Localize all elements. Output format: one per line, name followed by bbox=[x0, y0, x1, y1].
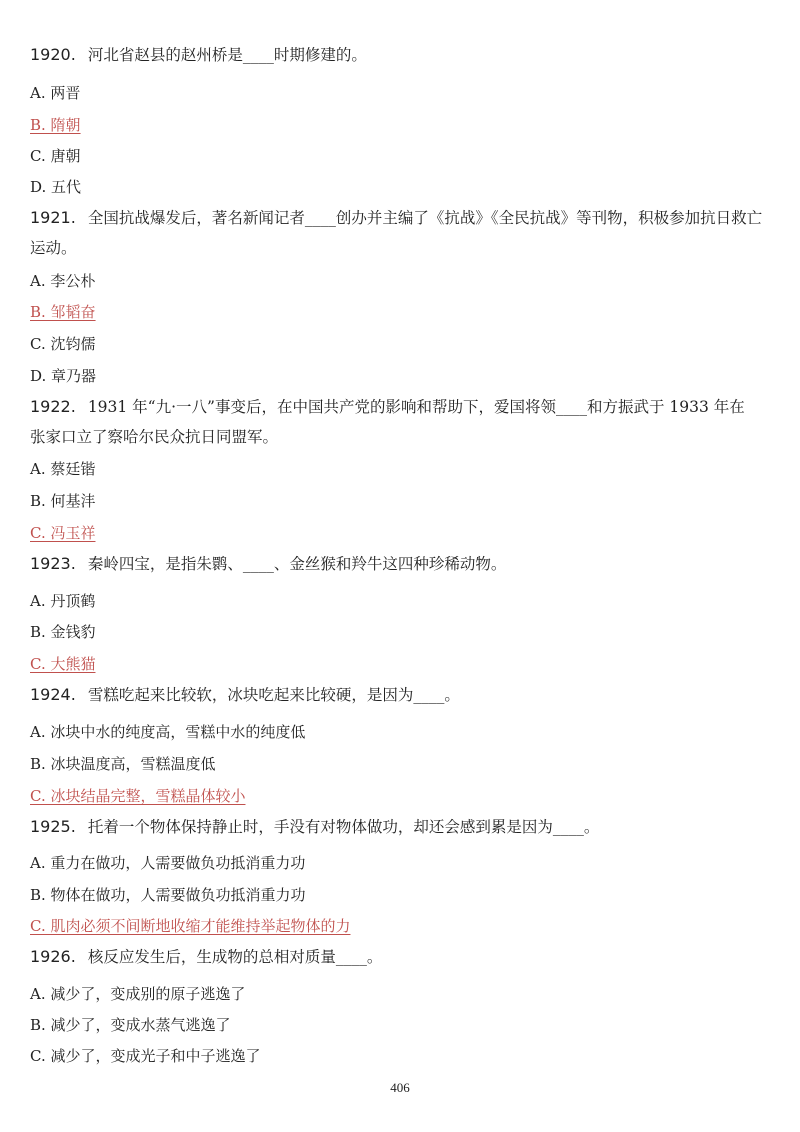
option-correct bbox=[30, 302, 770, 322]
question-number: 1924. bbox=[30, 685, 76, 704]
option-correct bbox=[30, 523, 770, 543]
question-line bbox=[30, 817, 770, 837]
question-text: 托着一个物体保持静止时，手没有对物体做功，却还会感到累是因为____。 bbox=[87, 818, 600, 836]
question-line bbox=[30, 554, 770, 574]
option-correct bbox=[30, 654, 770, 674]
option-label: B. 邹韬奋 bbox=[30, 303, 96, 321]
question-line bbox=[30, 45, 770, 65]
page-number: 406 bbox=[390, 1080, 410, 1095]
option-label: A. 重力在做功，人需要做负功抵消重力功 bbox=[30, 854, 306, 872]
option-label: B. 金钱豹 bbox=[30, 623, 96, 641]
option-label: B. 减少了，变成水蒸气逃逸了 bbox=[30, 1016, 231, 1034]
option-label: A. 李公朴 bbox=[30, 272, 96, 290]
option-label: B. 何基沣 bbox=[30, 492, 96, 510]
option-label: C. 冯玉祥 bbox=[30, 524, 96, 542]
question-text: 雪糕吃起来比较软，冰块吃起来比较硬，是因为____。 bbox=[87, 686, 460, 704]
option bbox=[30, 722, 770, 742]
option bbox=[30, 622, 770, 642]
question-text: 1931 年“九·一八”事变后，在中国共产党的影响和帮助下，爱国将领____和方振武于 1933 年在 bbox=[87, 398, 745, 416]
option bbox=[30, 591, 770, 611]
question-text-continuation bbox=[30, 427, 770, 447]
question-number: 1923. bbox=[30, 554, 76, 573]
question-line bbox=[30, 685, 770, 705]
option bbox=[30, 83, 770, 103]
question-text: 核反应发生后，生成物的总相对质量____。 bbox=[87, 948, 383, 966]
option-label: C. 唐朝 bbox=[30, 147, 81, 165]
option bbox=[30, 334, 770, 354]
question-line bbox=[30, 397, 770, 417]
option-label: C. 大熊猫 bbox=[30, 655, 96, 673]
option bbox=[30, 491, 770, 511]
option bbox=[30, 1015, 770, 1035]
option-correct bbox=[30, 115, 770, 135]
option-label: A. 丹顶鹤 bbox=[30, 592, 96, 610]
option bbox=[30, 366, 770, 386]
option bbox=[30, 146, 770, 166]
option-correct bbox=[30, 916, 770, 936]
option bbox=[30, 177, 770, 197]
question-text: 河北省赵县的赵州桥是____时期修建的。 bbox=[87, 46, 367, 64]
question-number: 1920. bbox=[30, 45, 76, 64]
question-text: 全国抗战爆发后，著名新闻记者____创办并主编了《抗战》《全民抗战》等刊物，积极参加抗日救亡 bbox=[87, 209, 763, 227]
option-label: C. 肌肉必须不间断地收缩才能维持举起物体的力 bbox=[30, 917, 351, 935]
option bbox=[30, 984, 770, 1004]
question-number: 1921. bbox=[30, 208, 76, 227]
option-correct bbox=[30, 786, 770, 806]
option-label: C. 减少了，变成光子和中子逃逸了 bbox=[30, 1047, 261, 1065]
option-label: C. 冰块结晶完整，雪糕晶体较小 bbox=[30, 787, 246, 805]
option bbox=[30, 754, 770, 774]
question-number: 1922. bbox=[30, 397, 76, 416]
option-label: C. 沈钧儒 bbox=[30, 335, 96, 353]
question-number: 1926. bbox=[30, 947, 76, 966]
option bbox=[30, 459, 770, 479]
question-text-continuation bbox=[30, 238, 770, 258]
option-label: B. 冰块温度高，雪糕温度低 bbox=[30, 755, 216, 773]
option-label: B. 隋朝 bbox=[30, 116, 81, 134]
option bbox=[30, 885, 770, 905]
question-number: 1925. bbox=[30, 817, 76, 836]
option-label: D. 章乃器 bbox=[30, 367, 97, 385]
option-label: A. 两晋 bbox=[30, 84, 81, 102]
option bbox=[30, 271, 770, 291]
question-line bbox=[30, 947, 770, 967]
option-label: A. 减少了，变成别的原子逃逸了 bbox=[30, 985, 246, 1003]
option-label: A. 蔡廷锴 bbox=[30, 460, 96, 478]
option-label: B. 物体在做功，人需要做负功抵消重力功 bbox=[30, 886, 306, 904]
option-label: A. 冰块中水的纯度高，雪糕中水的纯度低 bbox=[30, 723, 306, 741]
question-line bbox=[30, 208, 770, 228]
option-label: D. 五代 bbox=[30, 178, 82, 196]
option bbox=[30, 853, 770, 873]
question-text: 秦岭四宝，是指朱鹮、____、金丝猴和羚牛这四种珍稀动物。 bbox=[87, 555, 507, 573]
question-text-cont: 运动。 bbox=[30, 239, 77, 257]
option bbox=[30, 1046, 770, 1066]
question-text-cont: 张家口立了察哈尔民众抗日同盟军。 bbox=[30, 428, 279, 446]
